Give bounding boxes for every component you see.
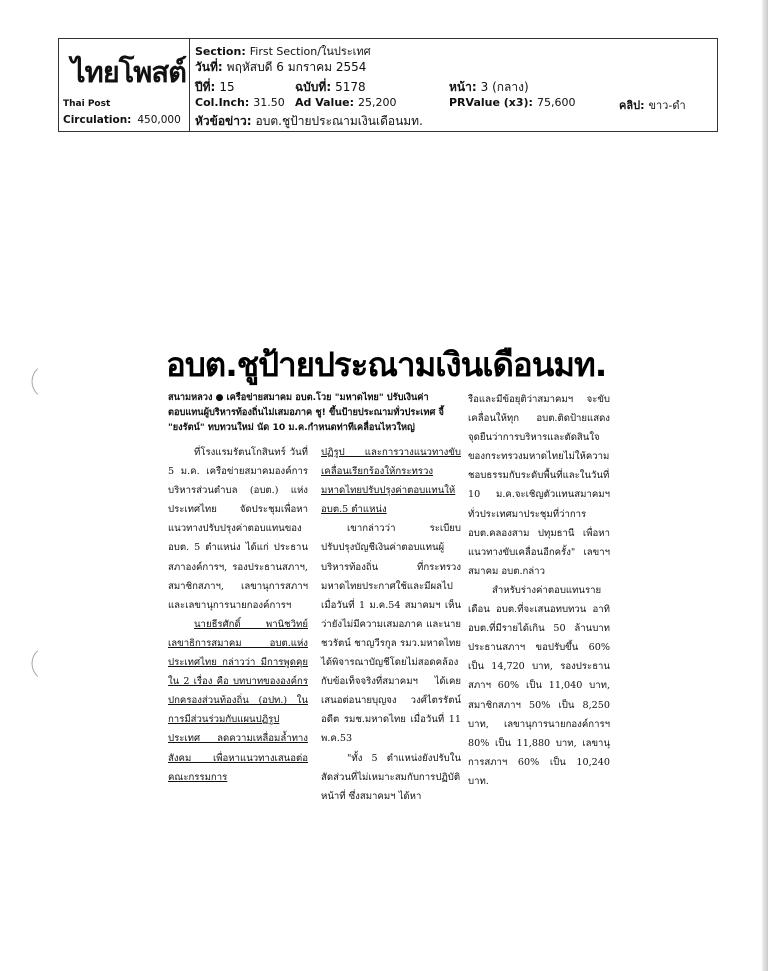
pr-value-label: PRValue (x3): — [449, 96, 533, 109]
pr-value-field — [449, 96, 575, 109]
column-3-paragraph-2: สำหรับร่างค่าตอบแทนรายเดือน อบต.ที่จะเสนอทบทวน อาทิ อบต.ที่มีรายได้เกิน 50 ล้านบาท ประธานสภาฯ ขอปรับขึ้น 60% เป็น 14,720 บาท, รองประธานสภาฯ 60% เป็น 11,040 บาท, สมาชิกสภาฯ 50% เป็น 8,250 บาท, เลขานุการนายกองค์การฯ 80% เป็น 11,880 บาท, เลขานุการสภาฯ 60% เป็น 10,240 บาท. — [468, 584, 610, 787]
article-column-1 — [168, 443, 308, 787]
column-2-paragraph-1: ปฏิรูป และการวางแนวทางขับเคลื่อนเรียกร้องให้กระทรวงมหาดไทยปรับปรุงค่าตอบแทนให้ อบต.5 ตำแหน่ง — [321, 447, 461, 516]
clip-field — [619, 96, 686, 114]
column-1-paragraph-2 — [168, 615, 308, 787]
ad-value-field — [295, 96, 397, 109]
article-column-3 — [468, 390, 610, 791]
article-headline: อบต.ชูป้ายประณามเงินเดือนมท. — [166, 345, 607, 384]
date-label: วันที่: — [195, 60, 223, 74]
column-1-paragraph-1: ที่โรงแรมรัตนโกสินทร์ วันที่ 5 ม.ค. เครือข่ายสมาคมองค์การบริหารส่วนตำบล (อบต.) แห่งประเทศไทย จัดประชุมเพื่อหาแนวทางปรับปรุงค่าตอบแทนของ อบต. 5 ตำแหน่ง ได้แก่ ประธานสภาองค์การฯ, รองประธานสภาฯ, สมาชิกสภาฯ, เลขานุการสภาฯ และเลขานุการนายกองค์การฯ — [168, 447, 308, 611]
article-lead — [168, 390, 458, 436]
topic-field — [195, 112, 423, 131]
lead-bullet: ● — [215, 392, 224, 403]
date-field — [195, 58, 366, 77]
punch-hole-mark — [24, 368, 51, 395]
section-value: First Section/ในประเทศ — [249, 45, 371, 58]
date-value: พฤหัสบดี 6 มกราคม 2554 — [226, 60, 367, 74]
publication-name-en: Thai Post — [63, 99, 111, 109]
scan-edge-shadow — [762, 0, 768, 971]
issue-label: ฉบับที่: — [295, 80, 332, 94]
punch-hole-mark — [24, 650, 51, 677]
column-2-paragraph-3: "ทั้ง 5 ตำแหน่งยังปรับในสัดส่วนที่ไม่เหมาะสมกับการปฏิบัติหน้าที่ ซึ่งสมาคมฯ ได้หา — [321, 752, 461, 802]
topic-label: หัวข้อข่าว: — [195, 114, 252, 128]
article-column-2 — [321, 443, 461, 806]
page-label: หน้า: — [449, 80, 477, 94]
page-value: 3 (กลาง) — [480, 80, 529, 94]
column-3-paragraph-1: รือและมีข้อยุติว่าสมาคมฯ จะขับเคลื่อนให้ทุก อบต.ติดป้ายแสดงจุดยืนว่าการบริหารและตัดสินใจของกระทรวงมหาดไทยไม่ให้ความชอบธรรมกับระดับพื้นที่และในวันที่ 10 ม.ค.จะเชิญตัวแทนสมาคมฯ ทั่วประเทศมาประชุมที่ว่าการ อบต.คลองสาม ปทุมธานี เพื่อหาแนวทางขับเคลื่อนอีกครั้ง" เลขาฯ สมาคม อบต.กล่าว — [468, 394, 610, 577]
publication-logo: ไทยโพสต์ — [71, 55, 186, 89]
info-box-divider — [189, 39, 190, 131]
column-1-paragraph-2-body: เลขาธิการสมาคม อบต.แห่งประเทศไทย กล่าวว่า มีการพูดคุยใน 2 เรื่อง คือ บทบาทขององค์กรปกครองส่วนท้องถิ่น (อปท.) ในการมีส่วนร่วมกับแผนปฏิรูปประเทศ ลดความเหลื่อมล้ำทางสังคม เพื่อหาแนวทางเสนอต่อคณะกรรมการ — [168, 637, 308, 783]
clipping-info-box — [58, 38, 718, 132]
clip-value: ขาว-ดำ — [648, 99, 686, 112]
column-2-paragraph-2: เขากล่าวว่า ระเบียบปรับปรุงบัญชีเงินค่าตอบแทนผู้บริหารท้องถิ่น ที่กระทรวงมหาดไทยประกาศใช้และมีผลไปเมื่อวันที่ 1 ม.ค.54 สมาคมฯ เห็นว่ายังไม่มีความเสมอภาค และนายชวรัตน์ ชาญวีรกูล รมว.มหาดไทย ได้พิจารณาบัญชีโดยไม่สอดคล้องกับข้อเท็จจริงที่สมาคมฯ ได้เคยเสนอต่อนายบุญจง วงศ์ไตรรัตน์ อดีต รมช.มหาดไทย เมื่อวันที่ 11 พ.ค.53 — [321, 523, 461, 745]
year-label: ปีที่: — [195, 80, 216, 94]
circulation-value: 450,000 — [137, 114, 181, 126]
clip-label: คลิป: — [619, 99, 645, 112]
col-inch-label: Col.Inch: — [195, 96, 250, 109]
col-inch-value: 31.50 — [253, 96, 285, 109]
ad-value-label: Ad Value: — [295, 96, 355, 109]
issue-field — [295, 78, 366, 97]
circulation-label: Circulation: — [63, 114, 132, 126]
year-field — [195, 78, 235, 97]
issue-value: 5178 — [335, 80, 366, 94]
page-field — [449, 78, 529, 97]
pr-value-value: 75,600 — [536, 96, 576, 109]
col-inch-field — [195, 96, 285, 109]
lead-text: เครือข่ายสมาคม อบต.โวย "มหาดไทย" ปรับเงินค่าตอบแทนผู้บริหารท้องถิ่นไม่เสมอภาค ชู! ขึ้นป้ายประณามทั่วประเทศ จี้ "ยงรัตน์" ทบทวนใหม่ นัด 10 ม.ค.กำหนดท่าทีเคลื่อนไหวใหญ่ — [168, 392, 444, 434]
speaker-name: นายธีรศักดิ์ พานิชวิทย์ — [194, 618, 308, 630]
ad-value-value: 25,200 — [358, 96, 397, 109]
circulation — [63, 114, 181, 126]
year-value: 15 — [219, 80, 235, 94]
section-label: Section: — [195, 45, 246, 58]
topic-value: อบต.ชูป้ายประณามเงินเดือนมท. — [255, 114, 423, 128]
lead-place: สนามหลวง — [168, 392, 213, 403]
